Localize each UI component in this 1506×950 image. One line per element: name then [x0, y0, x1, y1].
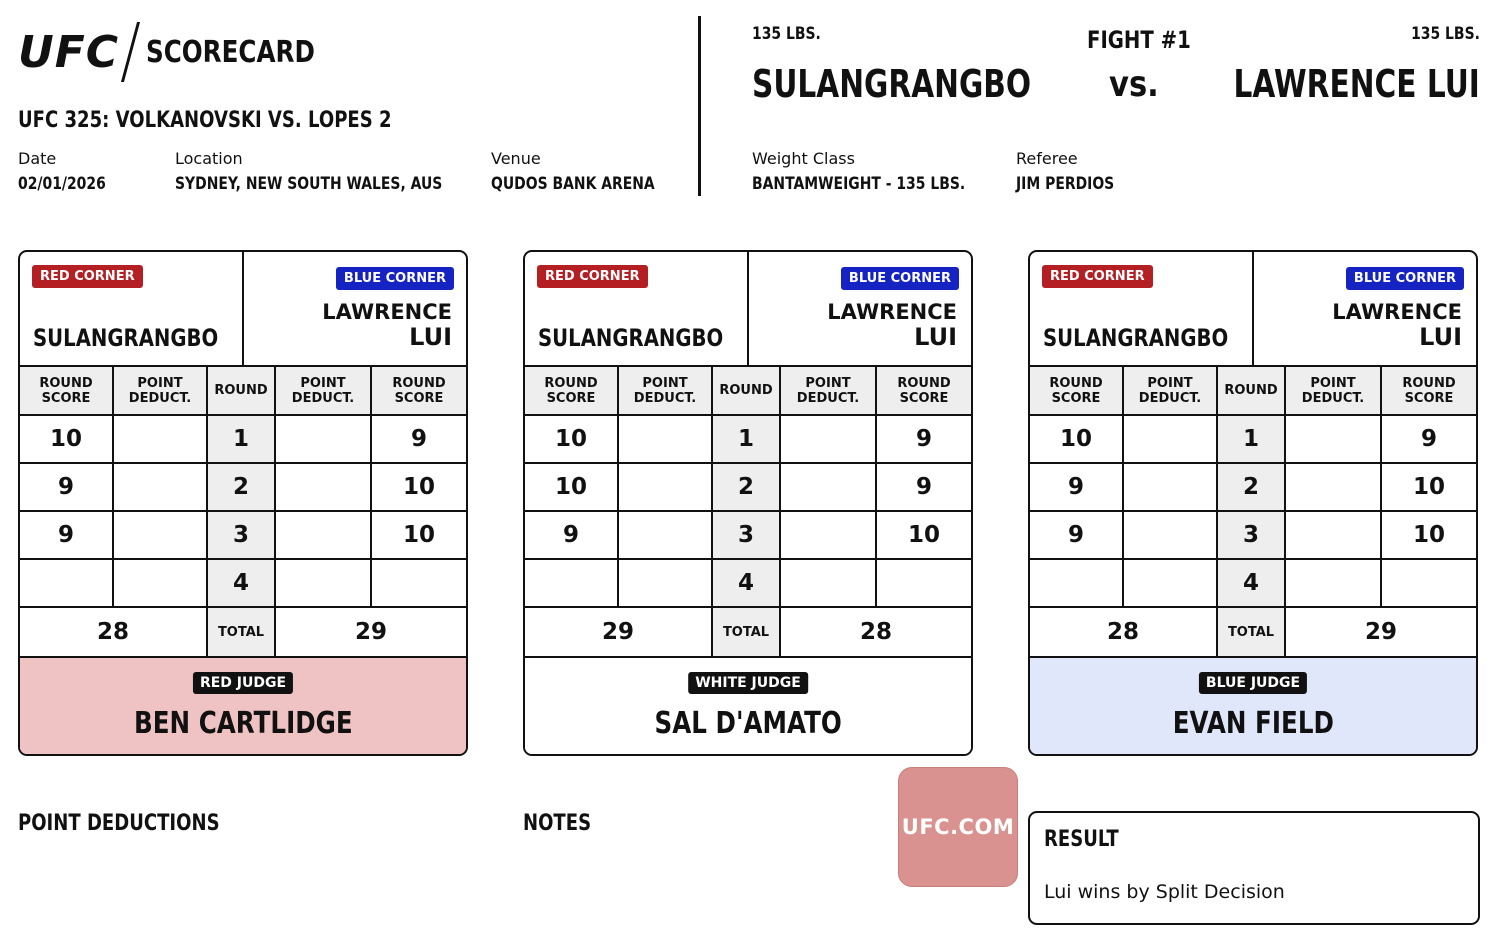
- red-point-deduction: [1124, 416, 1218, 462]
- blue-point-deduction: [1286, 560, 1382, 606]
- header-round: ROUND: [208, 367, 276, 414]
- round-number: 1: [713, 416, 781, 462]
- blue-corner-badge: BLUE CORNER: [841, 267, 959, 290]
- blue-fighter-last-name: LUI: [409, 323, 452, 351]
- total-label: TOTAL: [1218, 608, 1286, 656]
- red-round-score: 10: [20, 416, 114, 462]
- date-value: 02/01/2026: [18, 174, 106, 194]
- result-box: [1028, 811, 1480, 925]
- blue-corner-badge: BLUE CORNER: [1346, 267, 1464, 290]
- judge-scorecard: [523, 250, 973, 756]
- red-corner-badge: RED CORNER: [537, 265, 648, 288]
- blue-point-deduction: [276, 512, 372, 558]
- red-corner-panel: [525, 252, 749, 365]
- judge-panel: [20, 658, 466, 754]
- total-label: TOTAL: [713, 608, 781, 656]
- blue-round-score: 10: [402, 522, 435, 548]
- header-round-score: ROUND SCORE: [392, 375, 446, 406]
- score-grid-header: [1030, 367, 1476, 416]
- blue-corner-panel: [1254, 252, 1476, 365]
- blue-round-score: 10: [402, 474, 435, 500]
- round-row: [20, 512, 466, 560]
- weight-class-value: BANTAMWEIGHT - 135 LBS.: [752, 174, 966, 194]
- red-corner-badge: RED CORNER: [32, 265, 143, 288]
- judge-name: BEN CARTLIDGE: [133, 706, 353, 741]
- blue-fighter-name: LAWRENCE LUI: [1233, 62, 1480, 106]
- red-weight: 135 LBS.: [752, 24, 821, 44]
- referee-value: JIM PERDIOS: [1016, 174, 1115, 194]
- red-point-deduction: [114, 560, 208, 606]
- round-row: [525, 512, 971, 560]
- header-point-deduct: POINT DEDUCT.: [114, 367, 208, 414]
- header-round-score: ROUND SCORE: [1030, 367, 1124, 414]
- blue-point-deduction: [1286, 512, 1382, 558]
- total-row: [20, 608, 466, 658]
- blue-corner-fighter: [807, 300, 957, 350]
- round-row: [525, 464, 971, 512]
- blue-corner-panel: [749, 252, 971, 365]
- header-round: ROUND: [1218, 367, 1286, 414]
- blue-fighter-last-name: LUI: [1419, 323, 1462, 351]
- location-value: SYDNEY, NEW SOUTH WALES, AUS: [175, 174, 443, 194]
- blue-point-deduction: [276, 416, 372, 462]
- red-round-score: 10: [1030, 416, 1124, 462]
- blue-fighter-first-name: LAWRENCE: [827, 300, 957, 324]
- judge-scorecard: [1028, 250, 1478, 756]
- blue-round-score: 10: [1412, 522, 1445, 548]
- red-corner-fighter: SULANGRANGBO: [538, 324, 724, 352]
- fight-number: FIGHT #1: [1087, 26, 1191, 54]
- blue-point-deduction: [276, 560, 372, 606]
- header-round-score: ROUND SCORE: [1402, 375, 1456, 406]
- blue-point-deduction: [781, 560, 877, 606]
- total-row: [525, 608, 971, 658]
- header-round-score: ROUND SCORE: [20, 367, 114, 414]
- round-number: 4: [208, 560, 276, 606]
- blue-fighter-first-name: LAWRENCE: [322, 300, 452, 324]
- header-round-score: ROUND SCORE: [897, 375, 951, 406]
- round-number: 1: [208, 416, 276, 462]
- judge-scorecard: [18, 250, 468, 756]
- result-title: RESULT: [1044, 827, 1119, 852]
- red-total: 29: [525, 608, 713, 656]
- red-point-deduction: [619, 512, 713, 558]
- red-round-score: 9: [525, 512, 619, 558]
- blue-round-score: 9: [915, 474, 932, 500]
- red-corner-fighter: SULANGRANGBO: [1043, 324, 1229, 352]
- round-row: [1030, 512, 1476, 560]
- blue-round-score: 10: [1412, 474, 1445, 500]
- blue-corner-fighter: [302, 300, 452, 350]
- red-fighter-name: SULANGRANGBO: [752, 62, 1032, 106]
- scorecard-fighters: [525, 252, 971, 365]
- scorecard-fighters: [1030, 252, 1476, 365]
- ufc-com-stamp: [898, 767, 1018, 887]
- red-round-score: 9: [20, 464, 114, 510]
- red-point-deduction: [619, 464, 713, 510]
- round-number: 1: [1218, 416, 1286, 462]
- header-point-deduct: POINT DEDUCT.: [1286, 367, 1382, 414]
- point-deductions-title: POINT DEDUCTIONS: [18, 811, 220, 836]
- blue-point-deduction: [276, 464, 372, 510]
- red-round-score: [525, 560, 619, 606]
- result-text: Lui wins by Split Decision: [1044, 881, 1285, 903]
- red-round-score: 9: [20, 512, 114, 558]
- header-round: ROUND: [713, 367, 781, 414]
- judge-badge: WHITE JUDGE: [688, 672, 808, 694]
- event-title: UFC 325: VOLKANOVSKI VS. LOPES 2: [18, 108, 392, 133]
- blue-round-score: [877, 560, 971, 606]
- total-row: [1030, 608, 1476, 658]
- blue-total: 29: [354, 619, 387, 645]
- total-label: TOTAL: [208, 608, 276, 656]
- blue-round-score: 9: [915, 426, 932, 452]
- round-number: 2: [208, 464, 276, 510]
- round-number: 4: [1218, 560, 1286, 606]
- score-grid: [20, 365, 466, 658]
- round-row: [20, 464, 466, 512]
- scorecard-label: SCORECARD: [146, 34, 315, 70]
- date-label: Date: [18, 149, 57, 168]
- score-grid: [1030, 365, 1476, 658]
- red-corner-badge: RED CORNER: [1042, 265, 1153, 288]
- red-round-score: 10: [525, 416, 619, 462]
- red-round-score: 9: [1030, 464, 1124, 510]
- blue-fighter-last-name: LUI: [914, 323, 957, 351]
- header-point-deduct: POINT DEDUCT.: [276, 367, 372, 414]
- red-round-score: 10: [525, 464, 619, 510]
- round-row: [525, 560, 971, 608]
- round-row: [20, 560, 466, 608]
- round-row: [1030, 560, 1476, 608]
- logo-divider: [121, 22, 140, 82]
- blue-point-deduction: [1286, 464, 1382, 510]
- round-row: [1030, 416, 1476, 464]
- red-round-score: [20, 560, 114, 606]
- blue-point-deduction: [781, 416, 877, 462]
- red-round-score: [1030, 560, 1124, 606]
- round-row: [20, 416, 466, 464]
- scorecard-fighters: [20, 252, 466, 365]
- location-label: Location: [175, 149, 243, 168]
- blue-fighter-first-name: LAWRENCE: [1332, 300, 1462, 324]
- blue-round-score: [372, 560, 466, 606]
- blue-corner-badge: BLUE CORNER: [336, 267, 454, 290]
- red-point-deduction: [1124, 512, 1218, 558]
- round-row: [525, 416, 971, 464]
- blue-point-deduction: [1286, 416, 1382, 462]
- header-point-deduct: POINT DEDUCT.: [781, 367, 877, 414]
- red-point-deduction: [619, 416, 713, 462]
- red-corner-panel: [20, 252, 244, 365]
- red-total: 28: [1030, 608, 1218, 656]
- blue-total: 28: [859, 619, 892, 645]
- ufc-logo-text: UFC: [18, 26, 120, 78]
- weight-class-label: Weight Class: [752, 149, 855, 168]
- blue-corner-fighter: [1312, 300, 1462, 350]
- round-number: 3: [208, 512, 276, 558]
- venue-value: QUDOS BANK ARENA: [491, 174, 655, 194]
- round-number: 2: [713, 464, 781, 510]
- header-round-score: ROUND SCORE: [525, 367, 619, 414]
- score-grid: [525, 365, 971, 658]
- referee-label: Referee: [1016, 149, 1078, 168]
- vs-label: vs.: [1109, 64, 1159, 105]
- judge-panel: [525, 658, 971, 754]
- blue-round-score: [1382, 560, 1476, 606]
- notes-title: NOTES: [523, 811, 592, 836]
- venue-label: Venue: [491, 149, 541, 168]
- red-corner-panel: [1030, 252, 1254, 365]
- blue-round-score: 9: [410, 426, 427, 452]
- red-corner-fighter: SULANGRANGBO: [33, 324, 219, 352]
- judge-badge: RED JUDGE: [193, 672, 293, 694]
- score-grid-header: [525, 367, 971, 416]
- header-divider: [698, 16, 701, 196]
- red-point-deduction: [114, 464, 208, 510]
- red-round-score: 9: [1030, 512, 1124, 558]
- header-point-deduct: POINT DEDUCT.: [619, 367, 713, 414]
- judge-name: EVAN FIELD: [1172, 706, 1334, 741]
- judge-badge: BLUE JUDGE: [1199, 672, 1307, 694]
- round-number: 2: [1218, 464, 1286, 510]
- blue-point-deduction: [781, 464, 877, 510]
- ufc-com-stamp-text: UFC.COM: [901, 815, 1015, 839]
- red-point-deduction: [114, 512, 208, 558]
- red-point-deduction: [619, 560, 713, 606]
- round-number: 3: [1218, 512, 1286, 558]
- blue-weight: 135 LBS.: [1411, 24, 1480, 44]
- blue-total: 29: [1364, 619, 1397, 645]
- score-grid-header: [20, 367, 466, 416]
- header-point-deduct: POINT DEDUCT.: [1124, 367, 1218, 414]
- judge-name: SAL D'AMATO: [654, 706, 842, 741]
- red-point-deduction: [1124, 464, 1218, 510]
- judge-panel: [1030, 658, 1476, 754]
- red-total: 28: [20, 608, 208, 656]
- round-row: [1030, 464, 1476, 512]
- red-point-deduction: [1124, 560, 1218, 606]
- round-number: 3: [713, 512, 781, 558]
- blue-point-deduction: [781, 512, 877, 558]
- blue-round-score: 10: [907, 522, 940, 548]
- round-number: 4: [713, 560, 781, 606]
- blue-round-score: 9: [1420, 426, 1437, 452]
- blue-corner-panel: [244, 252, 466, 365]
- ufc-logo: [18, 22, 352, 82]
- red-point-deduction: [114, 416, 208, 462]
